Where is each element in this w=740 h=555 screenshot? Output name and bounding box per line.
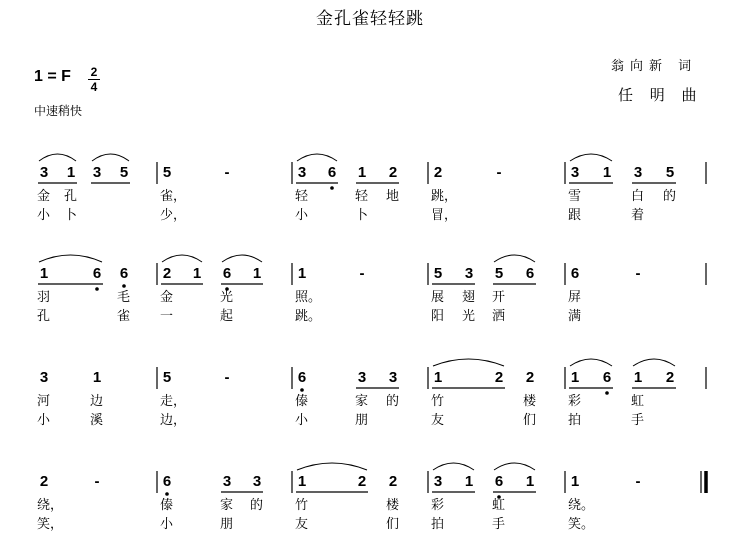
tie-arc: [297, 463, 367, 470]
note-3: 3: [297, 164, 307, 181]
lyric-verse-1: 家: [220, 498, 234, 513]
lyric-verse-2: 卜: [64, 208, 78, 223]
lyric-verse-1: 彩: [431, 498, 445, 513]
lyric-verse-2: 朋: [355, 413, 369, 428]
dash-note: -: [635, 265, 641, 282]
lyric-verse-1: 雀，: [160, 189, 187, 204]
lyric-verse-1: 地: [386, 189, 400, 204]
lyric-verse-1: 家: [355, 394, 369, 409]
note-3: 3: [39, 369, 49, 386]
lyric-verse-2: 冒，: [431, 208, 458, 223]
time-signature-bottom: 4: [90, 80, 98, 94]
note-5: 5: [119, 164, 129, 181]
composer-credit: 任 明 曲: [618, 86, 703, 104]
lower-octave-dot: [95, 287, 99, 291]
lyric-verse-1: 羽: [37, 290, 51, 305]
tie-arc: [494, 463, 535, 470]
lyric-verse-1: 光: [220, 290, 234, 305]
note-5: 5: [162, 369, 172, 386]
lyric-verse-1: 楼: [386, 498, 400, 513]
tie-arc: [633, 359, 675, 366]
tie-arc: [433, 359, 504, 366]
lyric-verse-1: 走，: [160, 394, 187, 409]
note-3: 3: [633, 164, 643, 181]
note-3: 3: [464, 265, 474, 282]
dash-note: -: [94, 473, 100, 490]
note-6: 6: [602, 369, 612, 386]
lyric-verse-2: 小: [37, 208, 51, 223]
note-2: 2: [388, 473, 398, 490]
lyric-verse-1: 绕，: [37, 498, 64, 513]
lower-octave-dot: [165, 492, 169, 496]
lyric-verse-2: 们: [386, 517, 400, 532]
time-signature-top: 2: [90, 65, 98, 79]
note-3: 3: [39, 164, 49, 181]
lyric-verse-1: 雪: [568, 189, 582, 204]
lyric-verse-2: 小: [160, 517, 174, 532]
lyric-verse-2: 着: [631, 208, 645, 223]
lyric-verse-2: 小: [295, 413, 309, 428]
lyric-verse-1: 竹: [295, 498, 309, 513]
lyric-verse-1: 翅: [462, 290, 476, 305]
lyric-verse-1: 河: [37, 394, 51, 409]
note-3: 3: [222, 473, 232, 490]
lyric-verse-1: 金: [160, 290, 174, 305]
note-2: 2: [494, 369, 504, 386]
lyric-verse-1: 虹: [631, 394, 645, 409]
note-2: 2: [357, 473, 367, 490]
lyric-verse-2: 友: [295, 517, 309, 532]
lyric-verse-2: 洒: [492, 309, 506, 324]
lyric-verse-1: 屏: [568, 290, 582, 305]
note-1: 1: [570, 369, 580, 386]
note-6: 6: [494, 473, 504, 490]
lower-octave-dot: [300, 388, 304, 392]
note-6: 6: [297, 369, 307, 386]
lyric-verse-2: 拍: [431, 517, 445, 532]
lyric-verse-1: 傣: [295, 394, 309, 409]
lyric-verse-1: 照。: [295, 290, 322, 305]
lyric-verse-2: 满: [568, 309, 582, 324]
dash-note: -: [496, 164, 502, 181]
lyric-verse-2: 笑。: [568, 517, 595, 532]
lyric-verse-1: 轻: [295, 189, 309, 204]
lyric-verse-2: 们: [523, 413, 537, 428]
note-2: 2: [665, 369, 675, 386]
lyric-verse-2: 起: [220, 309, 234, 324]
lyric-verse-1: 彩: [568, 394, 582, 409]
note-1: 1: [297, 265, 307, 282]
lyric-verse-1: 的: [386, 394, 400, 409]
note-2: 2: [388, 164, 398, 181]
note-3: 3: [433, 473, 443, 490]
tie-arc: [39, 154, 76, 161]
lyric-verse-1: 绕。: [568, 498, 595, 513]
note-1: 1: [39, 265, 49, 282]
note-3: 3: [92, 164, 102, 181]
lyric-verse-2: 孔: [37, 309, 51, 324]
dash-note: -: [359, 265, 365, 282]
lyric-verse-2: 雀: [117, 309, 131, 324]
tie-arc: [570, 359, 612, 366]
note-2: 2: [39, 473, 49, 490]
lyric-verse-2: 友: [431, 413, 445, 428]
lyric-verse-1: 展: [431, 290, 445, 305]
note-6: 6: [525, 265, 535, 282]
note-3: 3: [357, 369, 367, 386]
lyric-verse-1: 孔: [64, 189, 78, 204]
note-1: 1: [66, 164, 76, 181]
note-1: 1: [525, 473, 535, 490]
lyric-verse-1: 的: [250, 498, 264, 513]
song-title: 金孔雀轻轻跳: [316, 9, 424, 29]
note-1: 1: [192, 265, 202, 282]
note-6: 6: [327, 164, 337, 181]
lyric-verse-1: 虹: [492, 498, 506, 513]
lyric-verse-2: 拍: [568, 413, 582, 428]
lyric-verse-2: 溪: [90, 413, 104, 428]
note-1: 1: [602, 164, 612, 181]
tie-arc: [297, 154, 337, 161]
note-6: 6: [92, 265, 102, 282]
lower-octave-dot: [122, 284, 126, 288]
note-2: 2: [162, 265, 172, 282]
dash-note: -: [224, 164, 230, 181]
lyric-verse-2: 阳: [431, 309, 445, 324]
tie-arc: [570, 154, 612, 161]
lyric-verse-1: 楼: [523, 394, 537, 409]
note-1: 1: [633, 369, 643, 386]
lyric-verse-1: 跳，: [431, 189, 458, 204]
note-5: 5: [494, 265, 504, 282]
note-1: 1: [252, 265, 262, 282]
lyric-verse-1: 竹: [431, 394, 445, 409]
lyric-verse-2: 跳。: [295, 309, 322, 324]
tie-arc: [162, 255, 202, 262]
dash-note: -: [224, 369, 230, 386]
note-5: 5: [665, 164, 675, 181]
note-2: 2: [525, 369, 535, 386]
lyricist-credit: 翁向新 词: [611, 59, 698, 74]
note-1: 1: [570, 473, 580, 490]
note-1: 1: [92, 369, 102, 386]
lyric-verse-2: 少，: [160, 208, 187, 223]
lyric-verse-2: 手: [492, 517, 506, 532]
tie-arc: [92, 154, 129, 161]
note-1: 1: [433, 369, 443, 386]
note-6: 6: [222, 265, 232, 282]
lyric-verse-1: 边: [90, 394, 104, 409]
lyric-verse-1: 金: [37, 189, 51, 204]
lyric-verse-1: 轻: [355, 189, 369, 204]
key-signature: 1 = F: [34, 68, 71, 85]
note-5: 5: [433, 265, 443, 282]
note-2: 2: [433, 164, 443, 181]
lyric-verse-2: 小: [295, 208, 309, 223]
note-3: 3: [252, 473, 262, 490]
note-1: 1: [464, 473, 474, 490]
tempo-marking: 中速稍快: [34, 104, 83, 118]
lyric-verse-2: 朋: [220, 517, 234, 532]
tie-arc: [433, 463, 474, 470]
lyric-verse-2: 光: [462, 309, 476, 324]
lyric-verse-1: 毛: [117, 290, 131, 305]
note-1: 1: [297, 473, 307, 490]
dash-note: -: [635, 473, 641, 490]
lyric-verse-2: 手: [631, 413, 645, 428]
lyric-verse-1: 的: [663, 189, 677, 204]
lyric-verse-2: 小: [37, 413, 51, 428]
tie-arc: [494, 255, 535, 262]
note-1: 1: [357, 164, 367, 181]
lyric-verse-1: 开: [492, 290, 506, 305]
note-6: 6: [119, 265, 129, 282]
tie-arc: [222, 255, 262, 262]
note-5: 5: [162, 164, 172, 181]
lyric-verse-1: 白: [631, 189, 645, 204]
note-3: 3: [388, 369, 398, 386]
lyric-verse-2: 一: [160, 309, 174, 324]
lyric-verse-1: 傣: [160, 498, 174, 513]
lyric-verse-2: 笑，: [37, 517, 64, 532]
lyric-verse-2: 跟: [568, 208, 582, 223]
lyric-verse-2: 卜: [355, 208, 369, 223]
lyric-verse-2: 边，: [160, 413, 187, 428]
note-6: 6: [570, 265, 580, 282]
note-3: 3: [570, 164, 580, 181]
note-6: 6: [162, 473, 172, 490]
tie-arc: [39, 255, 102, 262]
